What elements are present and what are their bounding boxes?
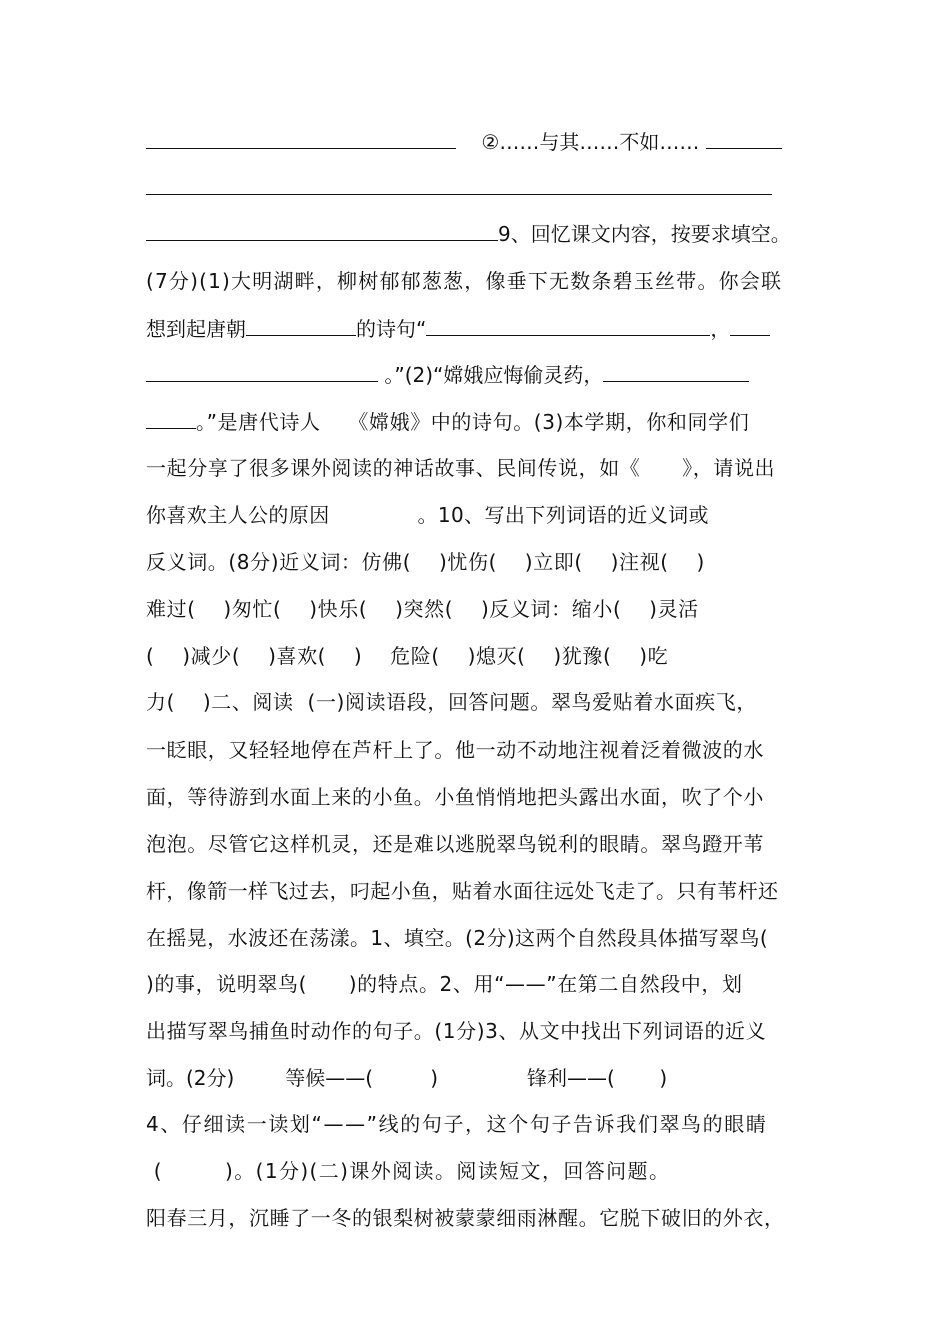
line-text: ②……与其……不如…… (456, 130, 706, 154)
line-text: 泡泡。尽管它这样机灵，还是难以逃脱翠鸟锐利的眼睛。翠鸟蹬开苇 (146, 832, 764, 856)
line-text: 9、回忆课文内容，按要求填空。 (498, 222, 791, 246)
text-line-22 (146, 1111, 767, 1137)
line-text: 的诗句“ (356, 317, 427, 341)
text-line-24 (146, 1205, 785, 1231)
fill-in-blank[interactable] (146, 408, 196, 429)
line-text: (7分)(1)大明湖畔，柳树郁郁葱葱，像垂下无数条碧玉丝带。你会联 (146, 269, 783, 293)
text-line-7 (146, 408, 749, 435)
text-line-15 (146, 784, 764, 810)
text-line-13 (146, 689, 757, 715)
line-text: 难过( )匆忙( )快乐( )突然( )反义词：缩小( )灵活 (146, 597, 699, 621)
text-line-10 (146, 549, 705, 575)
text-line-3 (146, 220, 791, 247)
line-text: ， (710, 317, 731, 341)
line-text: )的事，说明翠鸟( )的特点。2、用“——”在第二自然段中，划 (146, 972, 743, 996)
text-line-17 (146, 878, 778, 904)
fill-in-blank[interactable] (730, 315, 770, 336)
line-text: 一起分享了很多课外阅读的神话故事、民间传说，如《 》，请说出 (146, 456, 776, 480)
line-text: 词。(2分) 等候——( ) 锋利——( ) (146, 1066, 668, 1090)
text-line-20 (146, 1018, 766, 1044)
text-line-23 (146, 1158, 670, 1184)
fill-in-blank[interactable] (146, 128, 456, 149)
text-line-19 (146, 971, 743, 997)
fill-in-blank[interactable] (426, 315, 710, 336)
text-line-5 (146, 315, 770, 342)
line-text: 。”(2)“嫦娥应悔偷灵药， (378, 363, 604, 387)
line-text: 面，等待游到水面上来的小鱼。小鱼悄悄地把头露出水面，吹了个小 (146, 785, 764, 809)
line-text: 。”是唐代诗人 《嫦娥》中的诗句。(3)本学期，你和同学们 (196, 410, 750, 434)
text-line-2 (146, 174, 772, 201)
text-line-8 (146, 455, 775, 481)
line-text: 反义词。(8分)近义词：仿佛( )忧伤( )立即( )注视( ) (146, 550, 705, 574)
fill-in-blank[interactable] (603, 361, 749, 382)
line-text: 在摇晃，水波还在荡漾。1、填空。(2分)这两个自然段具体描写翠鸟( (146, 926, 769, 950)
line-text: 一眨眼，又轻轻地停在芦杆上了。他一动不动地注视着泛着微波的水 (146, 738, 764, 762)
fill-in-blank[interactable] (146, 174, 772, 195)
text-line-6 (146, 361, 749, 388)
text-line-9 (146, 502, 709, 528)
text-line-11 (146, 596, 699, 622)
fill-in-blank[interactable] (246, 315, 356, 336)
fill-in-blank[interactable] (146, 220, 498, 241)
text-line-1 (146, 128, 782, 155)
line-text: 杆，像箭一样飞过去，叼起小鱼，贴着水面往远处飞走了。只有苇杆还 (146, 879, 779, 903)
line-text: 想到起唐朝 (146, 317, 246, 341)
text-line-12 (146, 643, 668, 669)
text-line-4 (146, 268, 782, 294)
line-text: 你喜欢主人公的原因 。10、写出下列词语的近义词或 (146, 503, 709, 527)
text-line-14 (146, 737, 764, 763)
text-line-16 (146, 831, 764, 857)
text-line-18 (146, 925, 768, 951)
line-text: ( )减少( )喜欢( ) 危险( )熄灭( )犹豫( )吃 (146, 644, 669, 668)
fill-in-blank[interactable] (706, 128, 782, 149)
line-text: ( )。(1分)(二)课外阅读。阅读短文，回答问题。 (146, 1159, 671, 1183)
text-line-21 (146, 1065, 667, 1091)
line-text: 阳春三月，沉睡了一冬的银梨树被蒙蒙细雨淋醒。它脱下破旧的外衣， (146, 1206, 785, 1230)
line-text: 力( )二、阅读 (一)阅读语段，回答问题。翠鸟爱贴着水面疾飞， (146, 690, 757, 714)
line-text: 出描写翠鸟捕鱼时动作的句子。(1分)3、从文中找出下列词语的近义 (146, 1019, 767, 1043)
fill-in-blank[interactable] (146, 361, 378, 382)
line-text: 4、仔细读一读划“——”线的句子，这个句子告诉我们翠鸟的眼睛 (146, 1112, 768, 1136)
